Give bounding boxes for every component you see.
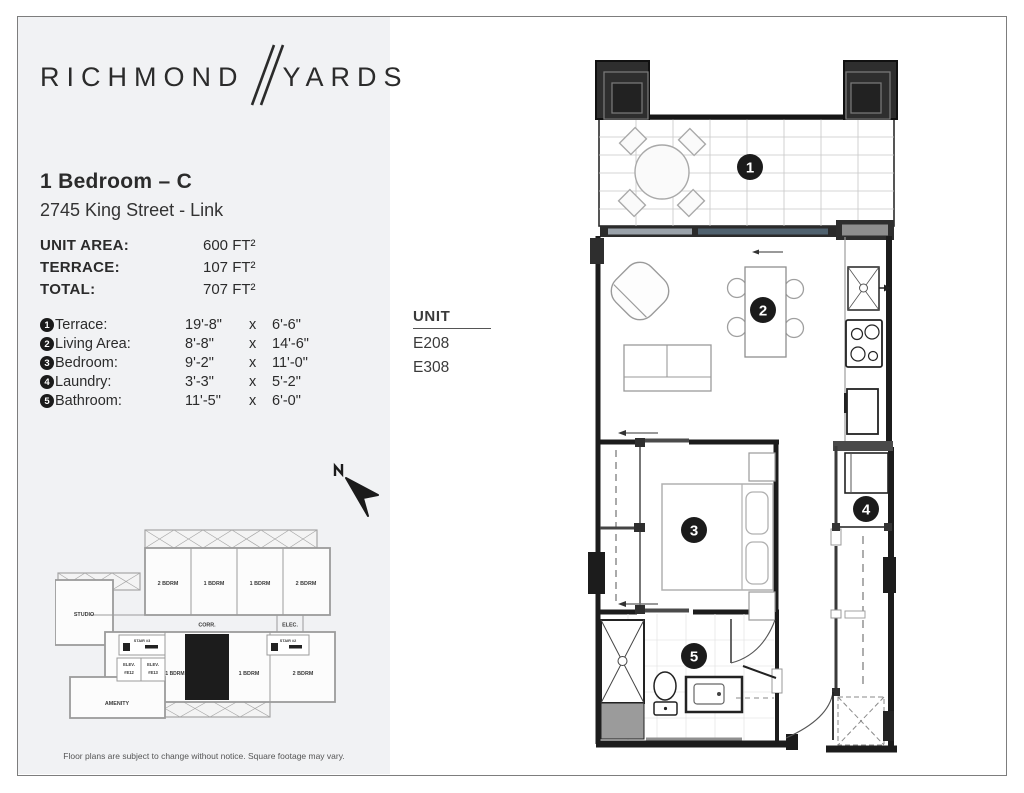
dimension-separator: x — [249, 317, 257, 333]
keyplan-corridor-label: CORR. — [198, 622, 216, 629]
keyplan-room-label: 2 BDRM — [295, 581, 317, 587]
area-value: 707 FT² — [203, 281, 256, 298]
room-depth: 6'-0" — [272, 393, 301, 409]
plan-title: 1 Bedroom – C — [40, 170, 193, 193]
area-row — [40, 259, 370, 277]
badge-bedroom: 3 — [689, 522, 699, 540]
lounge-chair-icon — [605, 256, 676, 327]
logo-word-right: YARDS — [282, 61, 409, 92]
badge-bathroom: 5 — [689, 648, 699, 666]
keyplan-room-label: 2 BDRM — [157, 581, 179, 587]
room-label: Living Area: — [55, 336, 131, 352]
room-dimension-row — [40, 355, 375, 372]
kitchen — [844, 237, 891, 441]
unit-list-header: UNIT — [413, 308, 491, 329]
area-label: TOTAL: — [40, 281, 96, 298]
bed-icon — [662, 453, 775, 620]
entry-closet-icon — [838, 697, 884, 745]
keyplan-room-label: 2 BDRM — [292, 671, 314, 677]
structural-columns — [596, 61, 897, 119]
dimension-separator: x — [249, 374, 257, 390]
room-depth: 5'-2" — [272, 374, 301, 390]
keyplan-room-label: 1 BDRM — [165, 671, 185, 677]
badge-laundry: 4 — [861, 501, 871, 519]
area-label: UNIT AREA: — [40, 237, 130, 254]
room-number-badge: 4 — [40, 375, 54, 389]
keyplan-elev-label: ELEV. — [123, 662, 135, 667]
unit-number: E208 — [413, 335, 450, 352]
shower-icon — [601, 620, 644, 739]
room-dimension-row — [40, 374, 375, 391]
floor-plan-drawing — [580, 55, 950, 765]
badge-terrace: 1 — [745, 159, 755, 177]
room-number-badge: 1 — [40, 318, 54, 332]
living-area — [605, 256, 804, 391]
disclaimer-text: Floor plans are subject to change without notice. Square footage may vary. — [63, 751, 345, 761]
room-depth: 6'-6" — [272, 317, 301, 333]
area-value: 107 FT² — [203, 259, 256, 276]
room-number-badge: 5 — [40, 394, 54, 408]
keyplan-elev-label: #E12 — [124, 670, 134, 675]
keyplan-elec-label: ELEC. — [282, 622, 298, 629]
plan-address: 2745 King Street - Link — [40, 200, 224, 220]
keyplan-elev-label: #E13 — [148, 670, 158, 675]
sofa-icon — [624, 345, 711, 391]
unit-list — [413, 308, 503, 377]
room-label: Bedroom: — [55, 355, 118, 371]
keyplan-stair-label: STAIR #3 — [133, 639, 151, 643]
dimension-separator: x — [249, 336, 257, 352]
logo-double-slash-icon — [247, 43, 285, 107]
room-label: Terrace: — [55, 317, 108, 333]
stove-icon — [846, 320, 882, 367]
room-width: 11'-5" — [185, 393, 221, 409]
room-width: 8'-8" — [185, 336, 214, 352]
north-arrow-icon — [331, 461, 383, 519]
keyplan-floorplate — [55, 522, 347, 722]
room-dimension-row — [40, 317, 375, 334]
keyplan-room-label: 1 BDRM — [249, 581, 271, 587]
sink-icon — [848, 267, 891, 310]
room-dimension-row — [40, 336, 375, 353]
area-value: 600 FT² — [203, 237, 256, 254]
room-number-badge: 3 — [40, 356, 54, 370]
room-width: 9'-2" — [185, 355, 214, 371]
room-width: 19'-8" — [185, 317, 222, 333]
keyplan-studio-label: STUDIO — [73, 612, 95, 618]
dimension-separator: x — [249, 393, 257, 409]
keyplan-amenity-label: AMENITY — [104, 701, 130, 707]
keyplan-stair-label: STAIR #2 — [279, 639, 297, 643]
room-label: Bathroom: — [55, 393, 122, 409]
keyplan-room-label: 1 BDRM — [238, 671, 260, 677]
area-row — [40, 237, 370, 255]
vanity-sink-icon — [686, 677, 742, 712]
keyplan-elev-label: ELEV. — [147, 662, 159, 667]
room-number-badge: 2 — [40, 337, 54, 351]
logo-word-left: RICHMOND — [40, 61, 245, 92]
info-sidebar — [18, 17, 409, 774]
room-dimension-row — [40, 393, 375, 410]
room-depth: 11'-0" — [272, 355, 308, 371]
toilet-icon — [654, 672, 677, 715]
washer-icon — [845, 453, 888, 493]
bathroom — [601, 612, 782, 744]
unit-number: E308 — [413, 359, 450, 376]
area-row — [40, 281, 370, 299]
room-width: 3'-3" — [185, 374, 214, 390]
area-label: TERRACE: — [40, 259, 120, 276]
badge-living: 2 — [758, 302, 768, 320]
room-depth: 14'-6" — [272, 336, 309, 352]
richmond-yards-logo — [40, 61, 409, 93]
fridge-icon — [844, 389, 878, 434]
dimension-separator: x — [249, 355, 257, 371]
room-label: Laundry: — [55, 374, 112, 390]
entry-door-swing — [786, 692, 833, 740]
keyplan-room-label: 1 BDRM — [203, 581, 225, 587]
keyplan-highlighted-unit — [185, 634, 229, 700]
